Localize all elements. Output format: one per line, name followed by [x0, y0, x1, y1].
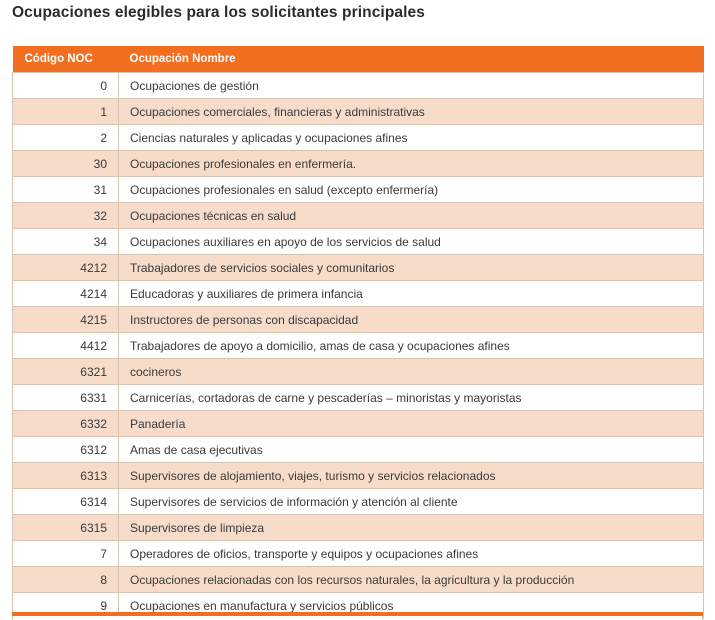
table-row: [13, 73, 704, 99]
noc-code-cell: 6332: [13, 411, 119, 437]
table-row: [13, 255, 704, 281]
page-title: Ocupaciones elegibles para los solicitantes principales: [12, 4, 425, 21]
table-row: [13, 333, 704, 359]
noc-code-cell: 9: [13, 593, 119, 619]
occupation-name-cell: Educadoras y auxiliares de primera infancia: [119, 281, 704, 307]
table-row: [13, 463, 704, 489]
noc-code-cell: 6313: [13, 463, 119, 489]
table-row: [13, 515, 704, 541]
occupations-table-container: [12, 46, 703, 619]
occupation-name-cell: Amas de casa ejecutivas: [119, 437, 704, 463]
noc-code-cell: 6312: [13, 437, 119, 463]
occupation-name-cell: Ocupaciones técnicas en salud: [119, 203, 704, 229]
table-row: [13, 203, 704, 229]
occupation-name-cell: Trabajadores de apoyo a domicilio, amas de casa y ocupaciones afines: [119, 333, 704, 359]
table-row: [13, 567, 704, 593]
noc-code-cell: 6321: [13, 359, 119, 385]
occupation-name-cell: Supervisores de limpieza: [119, 515, 704, 541]
occupation-name-cell: Ocupaciones en manufactura y servicios públicos: [119, 593, 704, 619]
header-occupation-name: Ocupación Nombre: [119, 46, 704, 73]
noc-code-cell: 2: [13, 125, 119, 151]
noc-code-cell: 7: [13, 541, 119, 567]
noc-code-cell: 4412: [13, 333, 119, 359]
table-row: [13, 99, 704, 125]
noc-code-cell: 4214: [13, 281, 119, 307]
table-row: [13, 177, 704, 203]
table-row: [13, 229, 704, 255]
table-row: [13, 385, 704, 411]
occupation-name-cell: Trabajadores de servicios sociales y comunitarios: [119, 255, 704, 281]
occupation-name-cell: Ocupaciones auxiliares en apoyo de los servicios de salud: [119, 229, 704, 255]
occupations-table: [12, 46, 704, 619]
occupation-name-cell: Ocupaciones profesionales en enfermería.: [119, 151, 704, 177]
occupation-name-cell: Supervisores de alojamiento, viajes, turismo y servicios relacionados: [119, 463, 704, 489]
noc-code-cell: 34: [13, 229, 119, 255]
table-row: [13, 151, 704, 177]
table-row: [13, 411, 704, 437]
table-row: [13, 125, 704, 151]
noc-code-cell: 4212: [13, 255, 119, 281]
occupation-name-cell: Ocupaciones profesionales en salud (excepto enfermería): [119, 177, 704, 203]
noc-code-cell: 0: [13, 73, 119, 99]
table-header-row: [13, 46, 704, 73]
noc-code-cell: 4215: [13, 307, 119, 333]
noc-code-cell: 6331: [13, 385, 119, 411]
occupation-name-cell: Panadería: [119, 411, 704, 437]
occupation-name-cell: Carnicerías, cortadoras de carne y pescaderías – minoristas y mayoristas: [119, 385, 704, 411]
table-header: [13, 46, 704, 73]
occupation-name-cell: Ciencias naturales y aplicadas y ocupaciones afines: [119, 125, 704, 151]
table-next-row-partial: [12, 616, 703, 620]
table-row: [13, 359, 704, 385]
noc-code-cell: 8: [13, 567, 119, 593]
table-row: [13, 541, 704, 567]
occupation-name-cell: Instructores de personas con discapacidad: [119, 307, 704, 333]
table-body: [13, 73, 704, 619]
table-row: [13, 307, 704, 333]
table-row: [13, 281, 704, 307]
table-row: [13, 437, 704, 463]
noc-code-cell: 6315: [13, 515, 119, 541]
header-noc-code: Código NOC: [13, 46, 119, 73]
occupation-name-cell: cocineros: [119, 359, 704, 385]
occupation-name-cell: Operadores de oficios, transporte y equipos y ocupaciones afines: [119, 541, 704, 567]
noc-code-cell: 1: [13, 99, 119, 125]
occupation-name-cell: Ocupaciones de gestión: [119, 73, 704, 99]
occupation-name-cell: Supervisores de servicios de información y atención al cliente: [119, 489, 704, 515]
table-row: [13, 489, 704, 515]
noc-code-cell: 6314: [13, 489, 119, 515]
noc-code-cell: 30: [13, 151, 119, 177]
noc-code-cell: 31: [13, 177, 119, 203]
occupation-name-cell: Ocupaciones relacionadas con los recursos naturales, la agricultura y la producción: [119, 567, 704, 593]
noc-code-cell: 32: [13, 203, 119, 229]
occupation-name-cell: Ocupaciones comerciales, financieras y administrativas: [119, 99, 704, 125]
